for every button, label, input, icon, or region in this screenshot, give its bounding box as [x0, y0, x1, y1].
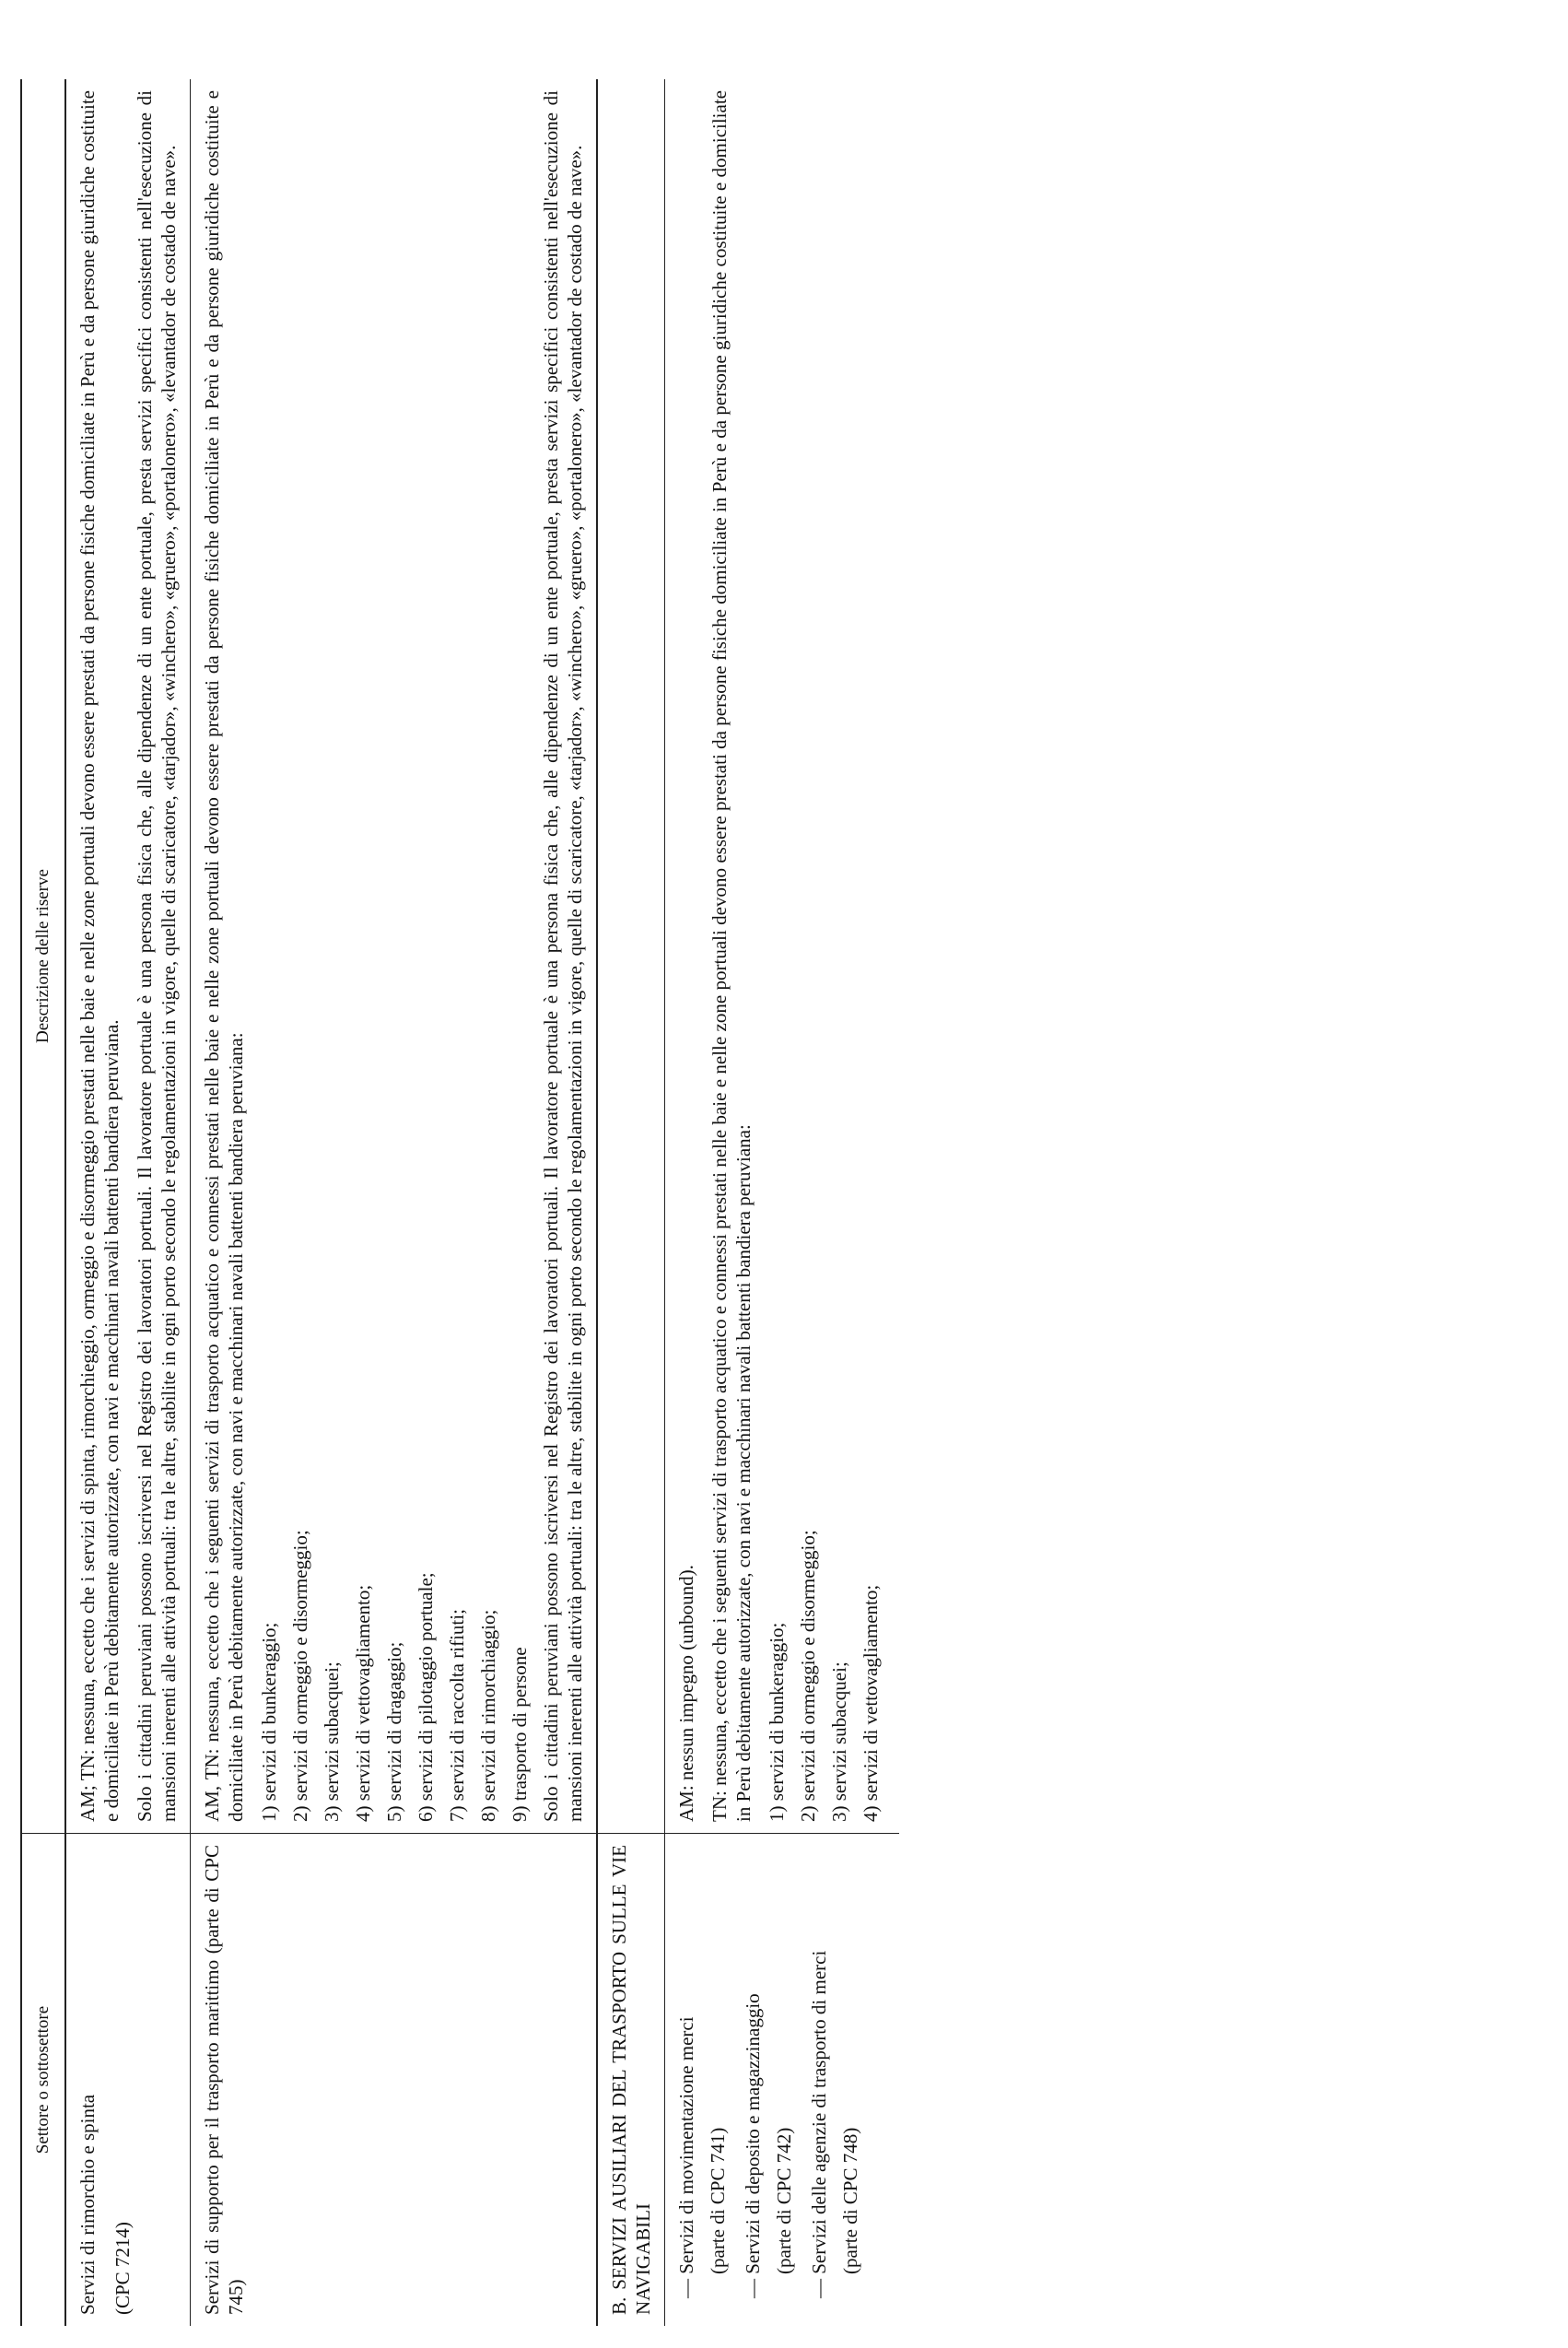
sector-cell	[65, 1834, 191, 2327]
sector-item: — Servizi di deposito e magazzinaggio	[742, 1993, 764, 2298]
sector-cell	[665, 1834, 900, 2327]
sector-name: Servizi di rimorchio e spinta	[76, 2094, 99, 2315]
list-item: 4) servizi di vettovagliamento;	[352, 1584, 374, 1822]
description-paragraph: Solo i cittadini peruviani possono iscriversi nel Registro dei lavoratori portuali. Il lavoratore portuale è una persona fisica che, alle dipendenze di un ente portuale, presta servizi specifici consistenti nell'esecuzione di mansioni inerenti alle attività portuali: tra le altre, stabilite in ogni porto secondo le regolamentazioni in vigore, quelle di scaricatore, «tarjador», «winchero», «gruero», «portalonero», «levantador de costado de nave».	[134, 90, 180, 1822]
list-item: 2) servizi di ormeggio e disormeggio;	[797, 1530, 819, 1822]
table-row	[665, 79, 900, 2326]
list-item: 3) servizi subacquei;	[321, 1661, 343, 1822]
table-header-row	[21, 79, 65, 2326]
table-row	[65, 79, 191, 2326]
list-item: 8) servizi di rimorchiaggio;	[477, 1609, 499, 1822]
list-item: 5) servizi di dragaggio;	[383, 1641, 405, 1822]
list-item: 6) servizi di pilotaggio portuale;	[415, 1572, 437, 1822]
list-item: 7) servizi di raccolta rifiuti;	[446, 1609, 468, 1822]
description-paragraph: TN: nessuna, eccetto che i seguenti servizi di trasporto acquatico e connessi prestati nelle baie e nelle zone portuali devono essere prestati da persone fisiche domiciliate in Perù e da persone giuridiche costituite e domiciliate in Perù debitamente autorizzate, con navi e macchinari navali battenti bandiera peruviana:	[708, 90, 755, 1822]
header-sector: Settore o sottosettore	[21, 1834, 65, 2327]
sector-cell	[597, 1834, 665, 2327]
sector-cell	[191, 1834, 598, 2327]
description-paragraph: Solo i cittadini peruviani possono iscriversi nel Registro dei lavoratori portuali. Il lavoratore portuale è una persona fisica che, alle dipendenze di un ente portuale, presta servizi specifici consistenti nell'esecuzione di mansioni inerenti alle attività portuali: tra le altre, stabilite in ogni porto secondo le regolamentazioni in vigore, quelle di scaricatore, «tarjador», «winchero», «gruero», «portalonero», «levantador de costado de nave».	[540, 90, 586, 1822]
list-item: 9) trasporto di persone	[509, 1647, 531, 1822]
description-cell	[191, 79, 598, 1834]
description-paragraph: AM; TN: nessuna, eccetto che i servizi di spinta, rimorchieggio, ormeggio e disormeggio prestati nelle baie e nelle zone portuali devono essere prestati da persone fisiche domiciliate in Perù e da persone giuridiche costituite e domiciliate in Perù debitamente autorizzate, con navi e macchinari navali battenti bandiera peruviana.	[76, 90, 123, 1822]
sector-code: (parte di CPC 742)	[773, 2127, 795, 2274]
description-cell	[65, 79, 191, 1834]
table-row	[191, 79, 598, 2326]
sector-name: Servizi di supporto per il trasporto marittimo (parte di CPC 745)	[201, 1845, 247, 2315]
header-description: Descrizione delle riserve	[21, 79, 65, 1834]
description-cell	[597, 79, 665, 1834]
section-heading-row	[597, 79, 665, 2326]
sector-code: (parte di CPC 748)	[839, 2127, 861, 2274]
description-paragraph: AM: nessun impegno (unbound).	[675, 1565, 697, 1822]
list-item: 1) servizi di bunkeraggio;	[258, 1622, 280, 1822]
description-paragraph: AM, TN: nessuna, eccetto che i seguenti servizi di trasporto acquatico e connessi prestati nelle baie e nelle zone portuali devono essere prestati da persone fisiche domiciliate in Perù e da persone giuridiche costituite e domiciliate in Perù debitamente autorizzate, con navi e macchinari navali battenti bandiera peruviana:	[201, 90, 247, 1822]
reservations-table	[20, 79, 899, 2326]
sector-item: — Servizi delle agenzie di trasporto di merci	[808, 1950, 830, 2298]
sector-code: (parte di CPC 741)	[707, 2127, 729, 2274]
list-item: 2) servizi di ormeggio e disormeggio;	[289, 1530, 311, 1822]
list-item: 3) servizi subacquei;	[828, 1661, 850, 1822]
description-cell	[665, 79, 900, 1834]
sector-code: (CPC 7214)	[111, 2222, 134, 2315]
section-heading: B. SERVIZI AUSILIARI DEL TRASPORTO SULLE VIE NAVIGABILI	[608, 1845, 654, 2315]
sector-item: — Servizi di movimentazione merci	[675, 2016, 697, 2298]
list-item: 1) servizi di bunkeraggio;	[766, 1622, 788, 1822]
list-item: 4) servizi di vettovagliamento;	[860, 1584, 882, 1822]
